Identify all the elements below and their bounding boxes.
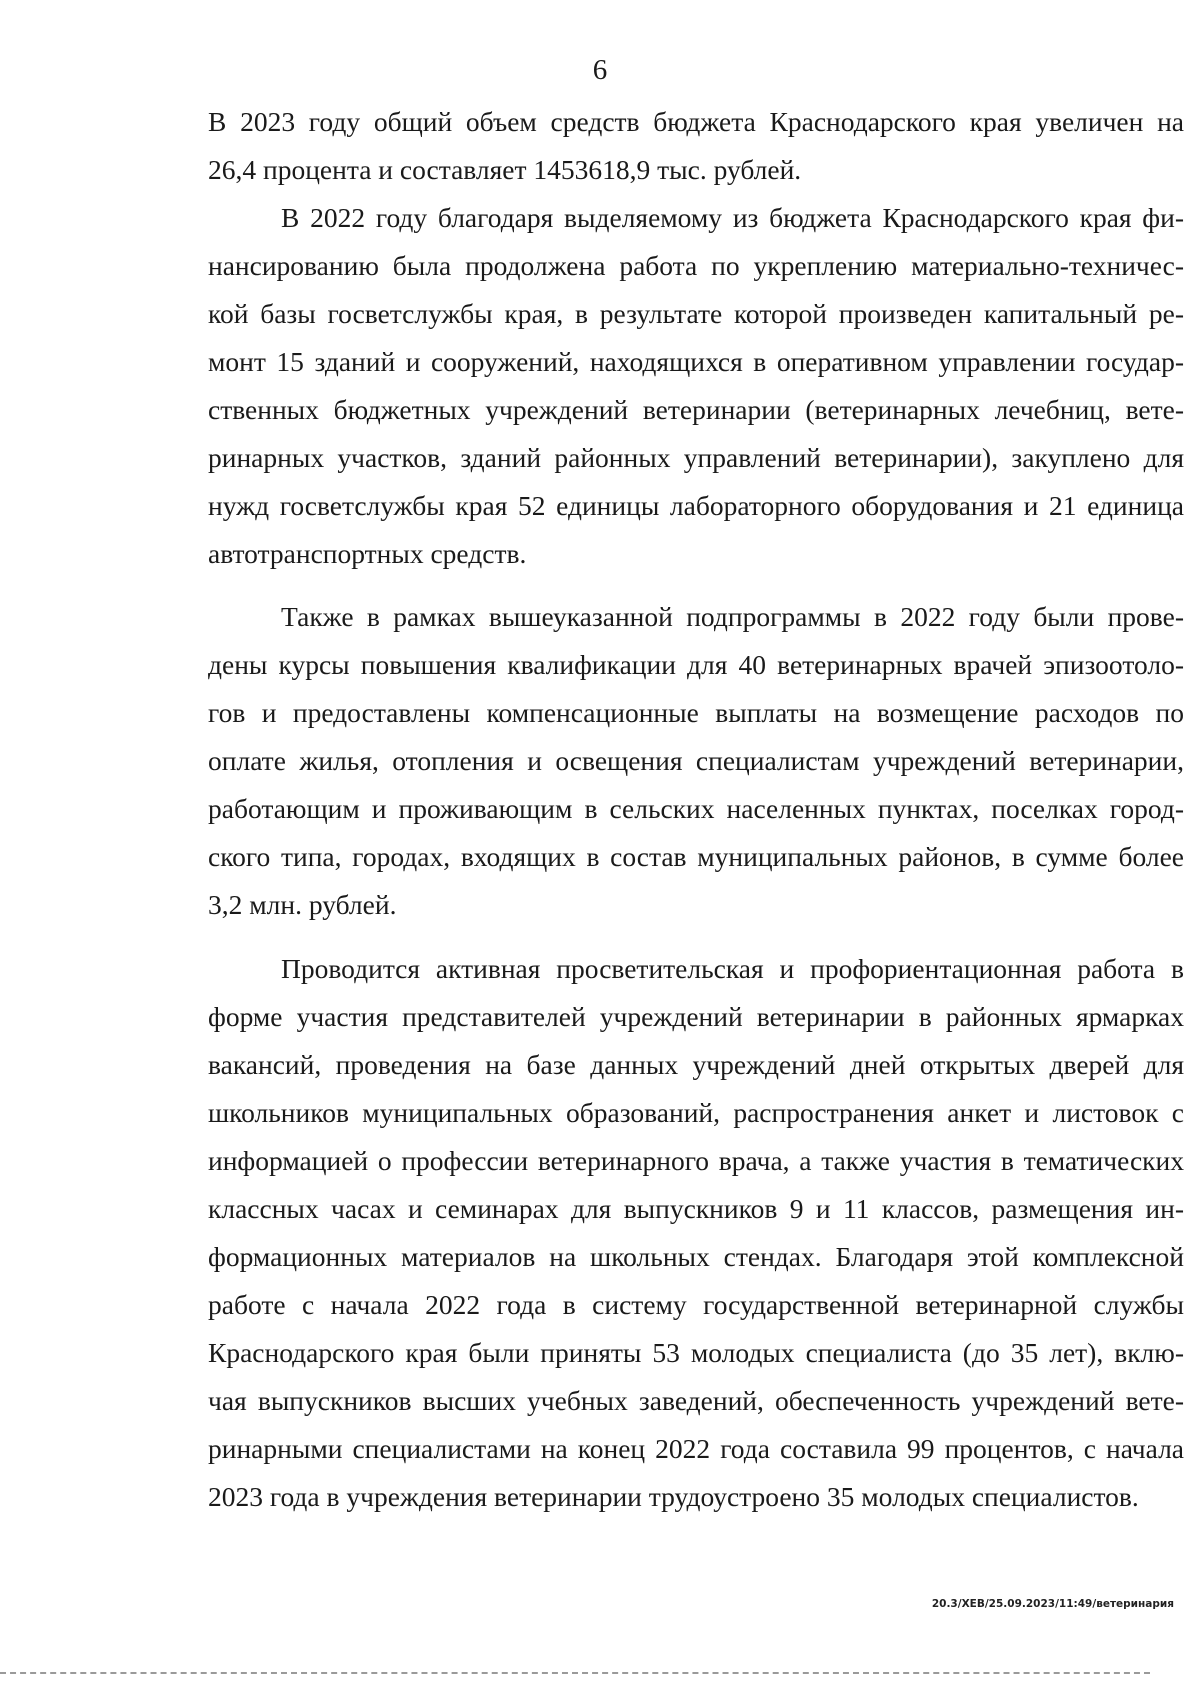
- text-line: формационных материалов на школьных стендах. Благодаря этой комплексной: [208, 1241, 1184, 1272]
- text-line: монт 15 зданий и сооружений, находящихся в оперативном управлении государ-: [208, 346, 1184, 377]
- text-line: ринарных участков, зданий районных управлений ветеринарии), закуплено для: [208, 442, 1184, 473]
- text-line: 3,2 млн. рублей.: [208, 889, 397, 920]
- scan-edge-divider: [0, 1672, 1150, 1674]
- text-line: ринарными специалистами на конец 2022 года составила 99 процентов, с начала: [208, 1433, 1184, 1464]
- text-line: нансированию была продолжена работа по укреплению материально-техничес-: [208, 250, 1184, 281]
- text-line: гов и предоставлены компенсационные выплаты на возмещение расходов по: [208, 697, 1184, 728]
- text-line: работающим и проживающим в сельских населенных пунктах, поселках город-: [208, 793, 1184, 824]
- document-footer-code: 20.3/ХЕВ/25.09.2023/11:49/ветеринария: [931, 1598, 1174, 1610]
- page-number: 6: [592, 54, 608, 86]
- text-line: форме участия представителей учреждений ветеринарии в районных ярмарках: [208, 1001, 1184, 1032]
- text-line: информацией о профессии ветеринарного врача, а также участия в тематических: [208, 1145, 1184, 1176]
- text-line: ственных бюджетных учреждений ветеринарии (ветеринарных лечебниц, вете-: [208, 394, 1184, 425]
- text-line: Также в рамках вышеуказанной подпрограммы в 2022 году были прове-: [281, 601, 1184, 632]
- text-line: вакансий, проведения на базе данных учреждений дней открытых дверей для: [208, 1049, 1184, 1080]
- text-line: В 2023 году общий объем средств бюджета Краснодарского края увеличен на: [208, 106, 1184, 137]
- text-line: ского типа, городах, входящих в состав муниципальных районов, в сумме более: [208, 841, 1184, 872]
- text-line: Проводится активная просветительская и профориентационная работа в: [281, 953, 1184, 984]
- text-line: нужд госветслужбы края 52 единицы лабораторного оборудования и 21 единица: [208, 490, 1184, 521]
- text-line: работе с начала 2022 года в систему государственной ветеринарной службы: [208, 1289, 1184, 1320]
- text-line: оплате жилья, отопления и освещения специалистам учреждений ветеринарии,: [208, 745, 1184, 776]
- text-line: 26,4 процента и составляет 1453618,9 тыс. рублей.: [208, 154, 802, 185]
- text-line: В 2022 году благодаря выделяемому из бюджета Краснодарского края фи-: [281, 202, 1184, 233]
- text-line: чая выпускников высших учебных заведений, обеспеченность учреждений вете-: [208, 1385, 1184, 1416]
- text-line: классных часах и семинарах для выпускников 9 и 11 классов, размещения ин-: [208, 1193, 1184, 1224]
- text-line: Краснодарского края были приняты 53 молодых специалиста (до 35 лет), вклю-: [208, 1337, 1184, 1368]
- text-line: школьников муниципальных образований, распространения анкет и листовок с: [208, 1097, 1184, 1128]
- text-line: автотранспортных средств.: [208, 538, 527, 569]
- text-line: кой базы госветслужбы края, в результате которой произведен капитальный ре-: [208, 298, 1184, 329]
- text-line: 2023 года в учреждения ветеринарии трудоустроено 35 молодых специалистов.: [208, 1481, 1139, 1512]
- text-line: дены курсы повышения квалификации для 40 ветеринарных врачей эпизоотоло-: [208, 649, 1184, 680]
